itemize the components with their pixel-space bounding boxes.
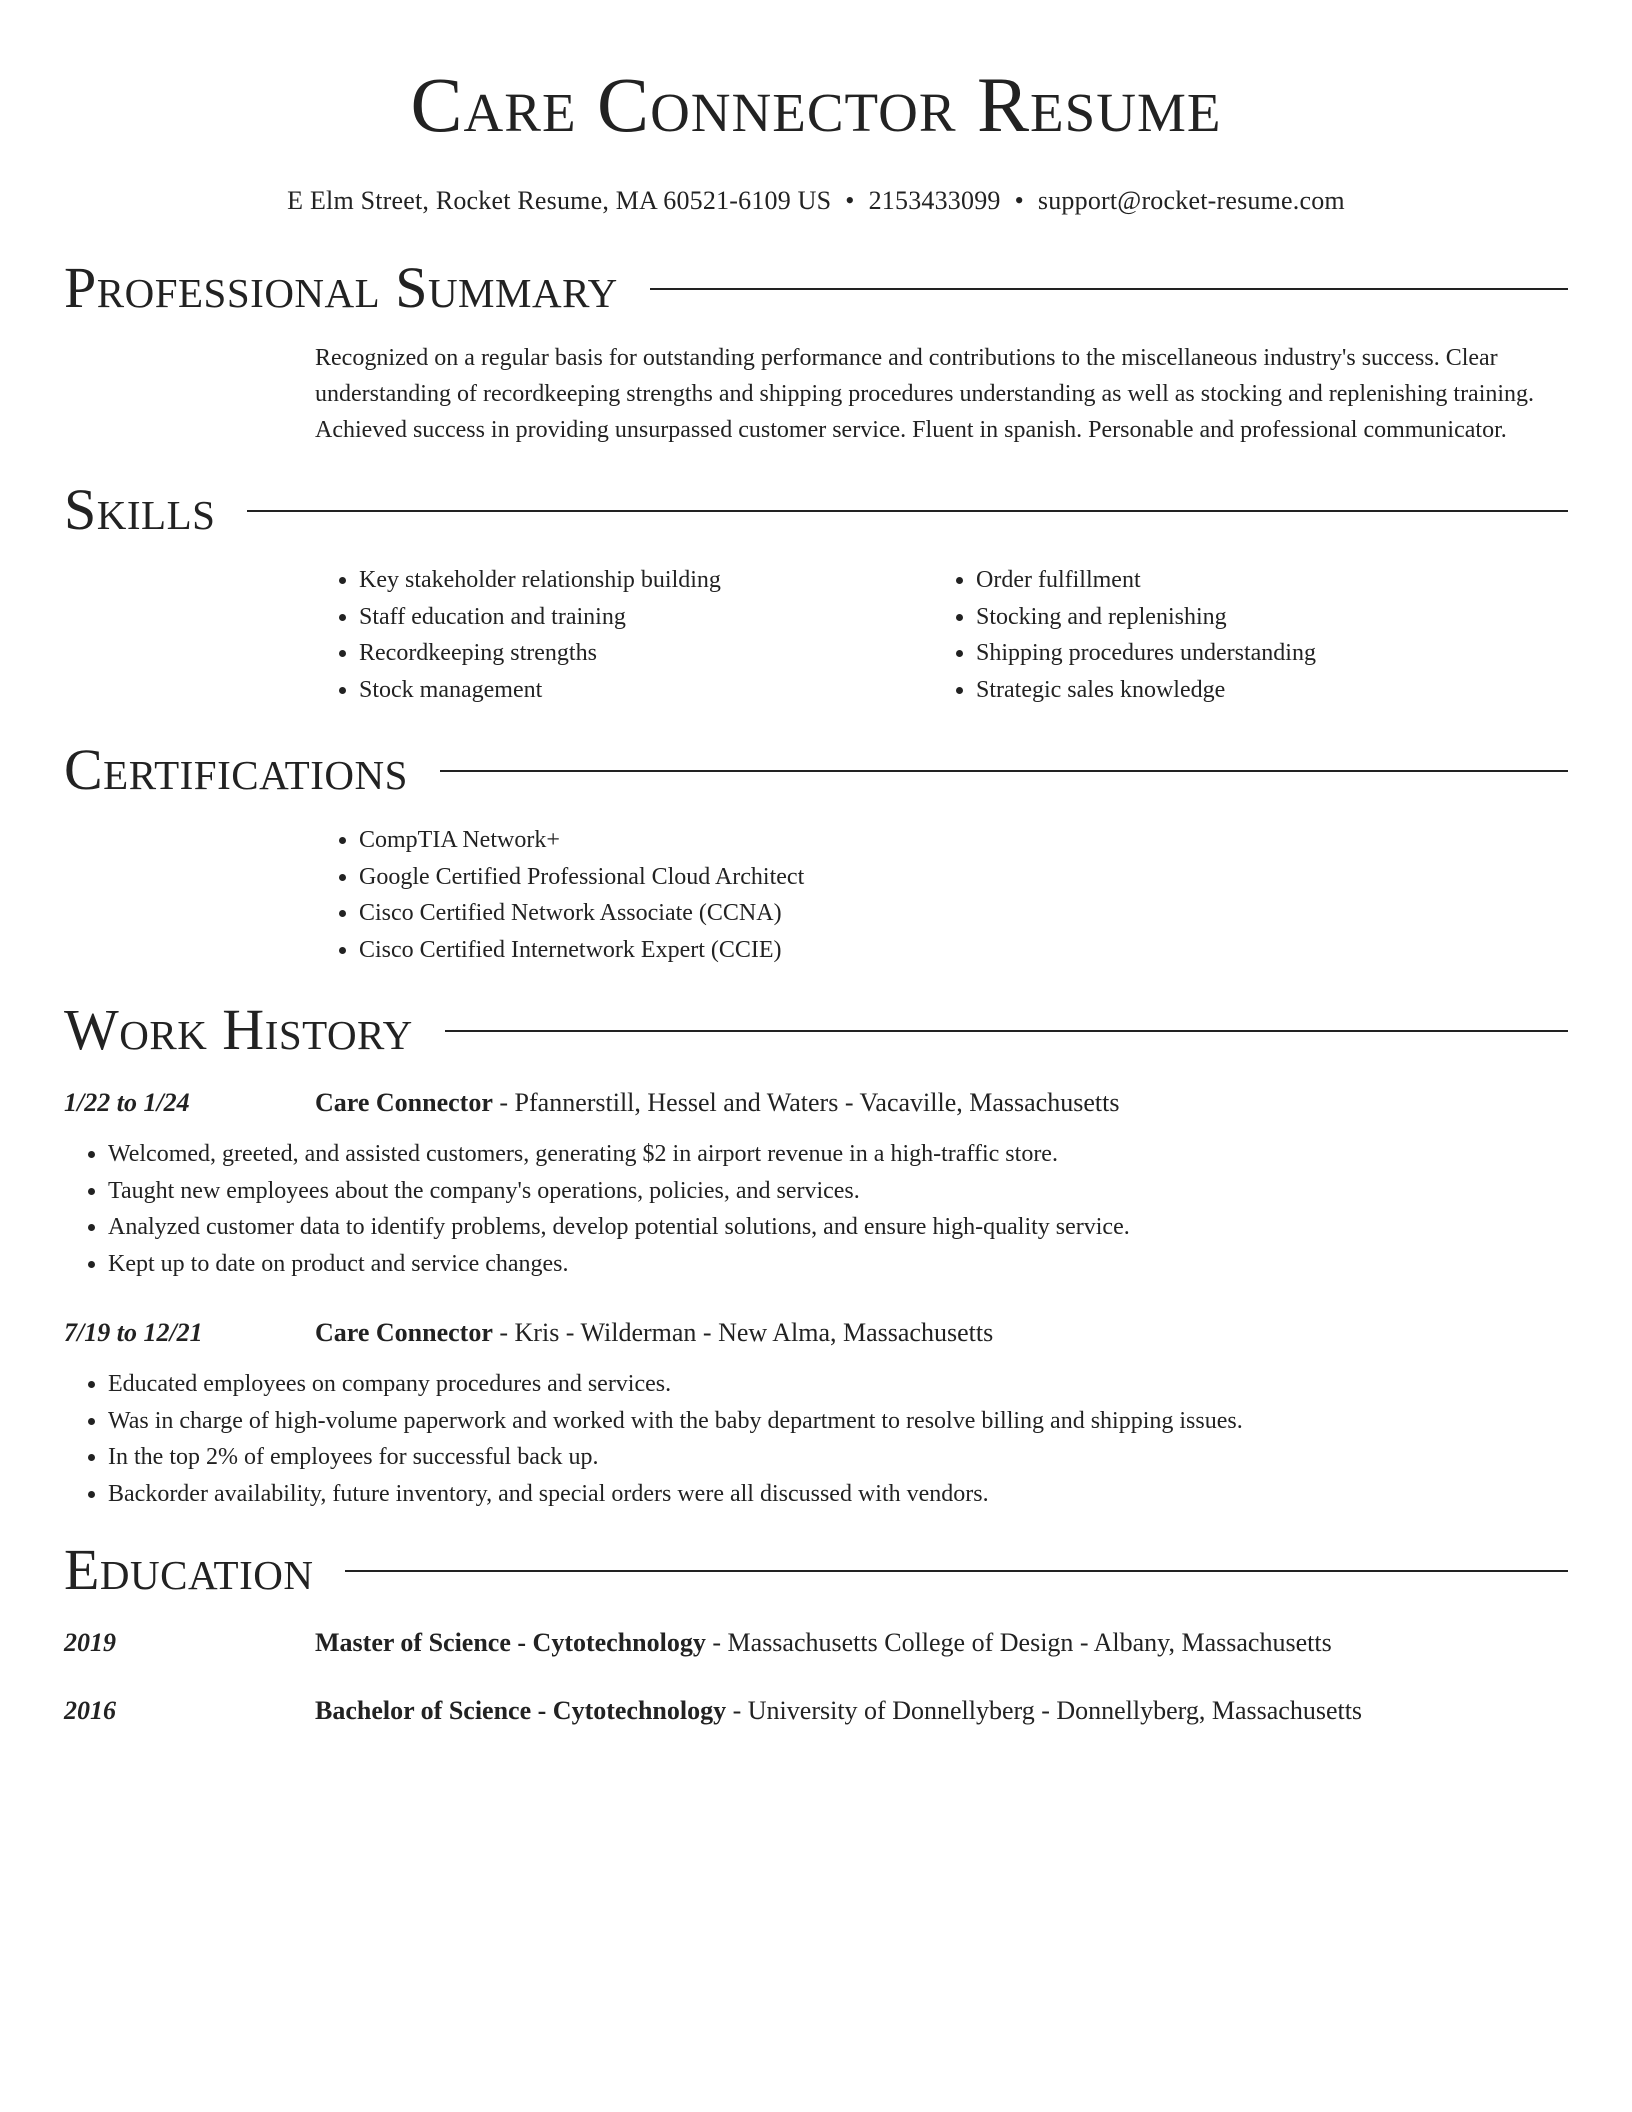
skills-list xyxy=(315,562,1568,708)
section-divider xyxy=(650,288,1568,290)
section-title-certifications: Certifications xyxy=(64,737,408,802)
job-title: Care Connector xyxy=(315,1088,493,1117)
section-title-summary: Professional Summary xyxy=(64,255,618,320)
section-header-education xyxy=(64,1538,1568,1602)
resume-name: Care Connector Resume xyxy=(410,61,1222,148)
job-bullet: • Backorder availability, future inventory, and special orders were all discussed with vendors. xyxy=(108,1476,1568,1513)
contact-address: E Elm Street, Rocket Resume, MA 60521-6109 US xyxy=(287,186,832,215)
education-line xyxy=(315,1694,1362,1728)
section-title-education: Education xyxy=(64,1537,314,1602)
education-degree: Bachelor of Science - Cytotechnology xyxy=(315,1696,727,1725)
section-header-work-history xyxy=(64,998,1568,1062)
education-line xyxy=(315,1626,1332,1660)
section-divider xyxy=(445,1030,1568,1032)
job-dates: 7/19 to 12/21 xyxy=(64,1318,203,1347)
certifications-list xyxy=(315,822,1568,968)
job-bullet: • Taught new employees about the company's operations, policies, and services. xyxy=(108,1173,1568,1210)
job-bullet: • Analyzed customer data to identify problems, develop potential solutions, and ensure high-quality service. xyxy=(108,1209,1568,1246)
contact-phone: 2153433099 xyxy=(868,186,1001,215)
education-school: - University of Donnellyberg - Donnellyberg, Massachusetts xyxy=(726,1696,1363,1725)
job-employer: - Kris - Wilderman - New Alma, Massachusetts xyxy=(492,1318,994,1347)
job-entry xyxy=(64,1316,1568,1512)
education-degree: Master of Science - Cytotechnology xyxy=(315,1628,706,1657)
job-title-line xyxy=(315,1316,993,1350)
section-divider xyxy=(345,1570,1568,1572)
contact-email: support@rocket-resume.com xyxy=(1037,186,1345,215)
job-title: Care Connector xyxy=(315,1318,493,1347)
education-school: - Massachusetts College of Design - Albany, Massachusetts xyxy=(705,1628,1332,1657)
section-title-work-history: Work History xyxy=(64,997,413,1062)
certification-item: • Cisco Certified Internetwork Expert (CCIE) xyxy=(359,932,1568,969)
job-bullet: • Was in charge of high-volume paperwork and worked with the baby department to resolve billing and shipping issues. xyxy=(108,1403,1568,1440)
education-year: 2016 xyxy=(64,1696,116,1725)
skill-item: • Strategic sales knowledge xyxy=(976,672,1568,709)
skills-column-right xyxy=(932,562,1568,708)
job-header xyxy=(64,1316,1568,1350)
education-entry xyxy=(64,1626,1568,1660)
skill-item: • Key stakeholder relationship building xyxy=(359,562,932,599)
job-bullet: • In the top 2% of employees for successful back up. xyxy=(108,1439,1568,1476)
job-dates: 1/22 to 1/24 xyxy=(64,1088,190,1117)
job-bullet: • Educated employees on company procedures and services. xyxy=(108,1366,1568,1403)
section-header-certifications xyxy=(64,738,1568,802)
education-entry xyxy=(64,1694,1568,1728)
section-divider xyxy=(440,770,1568,772)
skill-item: • Shipping procedures understanding xyxy=(976,635,1568,672)
contact-separator: • xyxy=(845,186,855,215)
skill-item: • Recordkeeping strengths xyxy=(359,635,932,672)
job-title-line xyxy=(315,1086,1119,1120)
skill-item: • Staff education and training xyxy=(359,599,932,636)
section-title-skills: Skills xyxy=(64,477,216,542)
job-entry xyxy=(64,1086,1568,1282)
job-header xyxy=(64,1086,1568,1120)
skill-item: • Stocking and replenishing xyxy=(976,599,1568,636)
certification-item: • Cisco Certified Network Associate (CCNA) xyxy=(359,895,1568,932)
section-header-summary xyxy=(64,256,1568,320)
section-divider xyxy=(247,510,1568,512)
certification-item: • Google Certified Professional Cloud Architect xyxy=(359,859,1568,896)
job-bullets xyxy=(64,1136,1568,1282)
contact-separator: • xyxy=(1014,186,1024,215)
section-header-skills xyxy=(64,478,1568,542)
skill-item: • Order fulfillment xyxy=(976,562,1568,599)
job-bullets xyxy=(64,1366,1568,1512)
certification-item: • CompTIA Network+ xyxy=(359,822,1568,859)
contact-line xyxy=(64,186,1568,216)
job-bullet: • Welcomed, greeted, and assisted customers, generating $2 in airport revenue in a high-traffic store. xyxy=(108,1136,1568,1173)
skill-item: • Stock management xyxy=(359,672,932,709)
skills-column-left xyxy=(315,562,932,708)
job-bullet: • Kept up to date on product and service changes. xyxy=(108,1246,1568,1283)
education-year: 2019 xyxy=(64,1628,116,1657)
job-employer: - Pfannerstill, Hessel and Waters - Vacaville, Massachusetts xyxy=(492,1088,1120,1117)
summary-text: Recognized on a regular basis for outstanding performance and contributions to the miscellaneous industry's success. Clear understanding of recordkeeping strengths and shipping procedures understanding as well as stocking and replenishing training. Achieved success in providing unsurpassed customer service. Fluent in spanish. Personable and professional communicator. xyxy=(315,345,1535,443)
